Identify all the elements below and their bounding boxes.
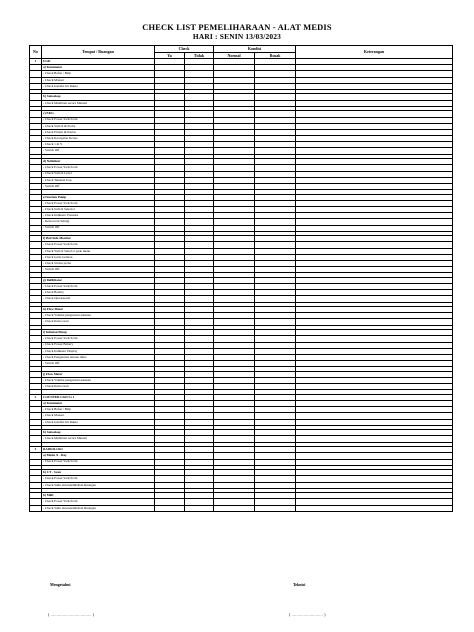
header-broken: Rusak — [255, 53, 296, 59]
checklist-item-label: - Check Power Switch On — [42, 499, 155, 505]
checklist-item-label: - Check Tekanan Uap — [42, 177, 155, 183]
header-yes: Ya — [155, 53, 185, 59]
checklist-item-label: - Check Indikator Display — [42, 348, 155, 354]
checklist-item-label: - Switch Off — [42, 361, 155, 367]
header-notes: Keterangan — [296, 46, 453, 59]
section-label: UGD — [42, 59, 155, 65]
checklist-item-label: - Check Printer & Kertas — [42, 129, 155, 135]
condition-broken-cell[interactable] — [255, 505, 296, 511]
checklist-item-label: - Switch Off — [42, 183, 155, 189]
section-label: i) Infusion Pump — [42, 330, 155, 336]
row-number: 2 — [30, 394, 42, 400]
checklist-item-label: - Check Membran secara Manual — [42, 100, 155, 106]
checklist-item-label: - Check Operasional — [42, 296, 155, 302]
signature-right-label: Teknisi — [293, 582, 306, 587]
checklist-item-label: - Check Balon / Bulp — [42, 71, 155, 77]
header-check: Check — [155, 46, 214, 53]
header-place: Tempat / Ruangan — [42, 46, 155, 59]
checklist-item-label: - Check Power Switch On — [42, 459, 155, 465]
condition-normal-cell[interactable] — [214, 505, 255, 511]
check-no-cell[interactable] — [185, 505, 214, 511]
section-label: COUNTER UGD Lt 1 — [42, 394, 155, 400]
section-label: b) MRI — [42, 493, 155, 499]
checklist-item-label: - Check Power Switch On — [42, 117, 155, 123]
signature-left-line: ( .................................. ) — [48, 612, 95, 617]
checklist-item-label: - Check Power Switch On — [42, 242, 155, 248]
checklist-item-label: - Check Indikator Pressure — [42, 213, 155, 219]
checklist-item-label: - Check Suhu dan kelembaban Ruangan — [42, 482, 155, 488]
row-number — [30, 505, 42, 511]
checklist-item-label: - Check Power Switch On — [42, 165, 155, 171]
checklist-item-label: - Check Power Battery — [42, 342, 155, 348]
checklist-item-label: - Check Volume pengaturan tekanan — [42, 313, 155, 319]
checklist-item-label: - Check Battery — [42, 290, 155, 296]
checklist-item-label: - Check Kebocoran — [42, 319, 155, 325]
checklist-item-label: - Check Volume pengaturan tekanan — [42, 377, 155, 383]
checklist-body — [30, 59, 453, 512]
checklist-item-label: - Check Membran secara Manual — [42, 436, 155, 442]
notes-cell[interactable] — [296, 505, 453, 511]
checklist-item-label: - Check Kebocoran — [42, 384, 155, 390]
section-label: h) Flow Meter — [42, 307, 155, 313]
checklist-item-label: - Check Switch Level — [42, 171, 155, 177]
checklist-item-label: - Check Suhu dan kelembaban Ruangan — [42, 505, 155, 511]
checklist-item-label: - Check Strobe probe — [42, 260, 155, 266]
checklist-item-label: - Check Power Switch On — [42, 336, 155, 342]
checklist-item-label: - Check Switch Selector — [42, 206, 155, 212]
checklist-item-label: - Check Power Switch On — [42, 200, 155, 206]
section-label: e) Suction Pump — [42, 194, 155, 200]
section-label: f) Bed Side Monitor — [42, 236, 155, 242]
section-label: b) Stetoskop — [42, 430, 155, 436]
section-label: a) Tensimeter — [42, 401, 155, 407]
checklist-item-label: - Switch Off — [42, 148, 155, 154]
row-number: 3 — [30, 447, 42, 453]
checklist-item-label: - Switch Off — [42, 267, 155, 273]
section-label: RADIOLOGI — [42, 447, 155, 453]
checklist-item-label: - Check Switch Selector pada menu — [42, 248, 155, 254]
header-no-check: Tidak — [185, 53, 214, 59]
checklist-item-label: - Check Pengaturan tetesan infus — [42, 354, 155, 360]
section-label: b) CT - Scan — [42, 470, 155, 476]
signature-left-label: Mengetahui — [50, 582, 71, 587]
checklist-item-label: - Check kondisi Air Raksa — [42, 419, 155, 425]
checklist-item-label: - Check Garis Gelatan — [42, 254, 155, 260]
checklist-item-label: - Check Balon / Bulp — [42, 407, 155, 413]
section-label: g) Defibliator — [42, 277, 155, 283]
header-condition: Kondisi — [214, 46, 296, 53]
check-yes-cell[interactable] — [155, 505, 185, 511]
checklist-item-label: - Kebocoran Selang — [42, 219, 155, 225]
checklist-item-label: - Check Switch & Probe — [42, 123, 155, 129]
header-normal: Normal — [214, 53, 255, 59]
checklist-table — [29, 45, 453, 512]
section-label: j) Flow Meter — [42, 371, 155, 377]
section-label: a) Tensimeter — [42, 65, 155, 71]
section-label: a) Mesin X - Ray — [42, 453, 155, 459]
checklist-item-label: - Check kondisi Air Raksa — [42, 83, 155, 89]
checklist-item-label: - Check Kecepatan Kertas — [42, 136, 155, 142]
checklist-item-label: - Check 1 m V — [42, 142, 155, 148]
checklist-item-label: - Check Power Switch On — [42, 476, 155, 482]
row-number: 1 — [30, 59, 42, 65]
document-subtitle: HARI : SENIN 13/03/2023 — [192, 32, 282, 41]
section-label: b) Stetoskop — [42, 94, 155, 100]
checklist-item-label: - Check Power Switch On — [42, 284, 155, 290]
section-label: c) EKG — [42, 111, 155, 117]
checklist-item-label: - Check Manset — [42, 77, 155, 83]
checklist-item-label: - Switch Off — [42, 225, 155, 231]
checklist-item-row — [30, 505, 453, 511]
checklist-item-label: - Check Manset — [42, 413, 155, 419]
document-title: CHECK LIST PEMELIHARAAN - ALAT MEDIS — [142, 23, 332, 32]
header-no: No — [30, 46, 42, 59]
signature-right-line: ( .......................... ) — [289, 612, 326, 617]
section-label: d) Nebulizer — [42, 159, 155, 165]
